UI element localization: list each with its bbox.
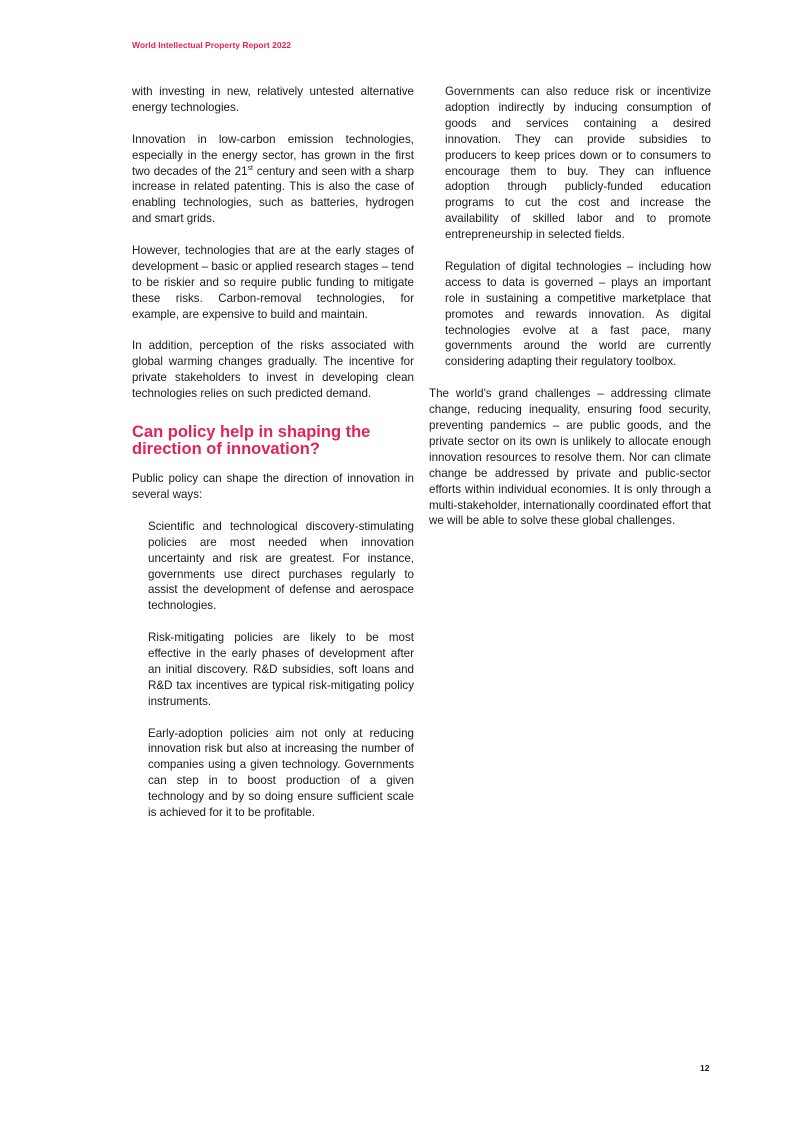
- page-number: 12: [700, 1063, 710, 1073]
- superscript: st: [247, 164, 253, 172]
- indented-paragraph: Early-adoption policies aim not only at reducing innovation risk but also at increasing the number of companies using a given technology. Governments can step in to boost production of a given technology and by so doing ensure sufficient scale is achieved for it to be profitable.: [148, 726, 414, 820]
- indented-paragraph: Regulation of digital technologies – including how access to data is governed – plays an important role in sustaining a competitive marketplace that promotes and rewards innovation. As digital technologies evolve at a fast pace, many governments around the world are currently considering adapting their regulatory toolbox.: [445, 259, 711, 369]
- paragraph: The world's grand challenges – addressing climate change, reducing inequality, ensuring food security, preventing pandemics – are public goods, and the private sector on its own is unlikely to allocate enough innovation resources to resolve them. Nor can climate change be addressed by private and public-sector efforts within individual economies. It is only through a multi-stakeholder, internationally coordinated effort that we will be able to solve these global challenges.: [429, 387, 711, 528]
- paragraph: with investing in new, relatively untested alternative energy technologies.: [132, 85, 414, 114]
- indented-paragraph: Governments can also reduce risk or incentivize adoption indirectly by inducing consumption of goods and services containing a desired innovation. They can provide subsidies to producers to keep prices down or to consumers to encourage them to buy. They can influence adoption through publicly-funded education programs to cut the cost and increase the availability of skilled labor and to promote entrepreneurship in selected fields.: [445, 85, 711, 242]
- paragraph: However, technologies that are at the early stages of development – basic or applied research stages – tend to be riskier and so require public funding to mitigate these risks. Carbon-removal technologies, for example, are expensive to build and maintain.: [132, 244, 414, 321]
- paragraph: [132, 132, 414, 227]
- paragraph: In addition, perception of the risks associated with global warming changes gradually. The incentive for private stakeholders to invest in developing clean technologies relies on such predicted demand.: [132, 339, 414, 401]
- paragraph-text: century and seen with a sharp increase in related patenting. This is also the case of enabling technologies, such as batteries, hydrogen and smart grids.: [132, 164, 414, 226]
- running-header: World Intellectual Property Report 2022: [132, 40, 292, 50]
- left-column: [132, 84, 414, 837]
- indented-paragraph: Risk-mitigating policies are likely to be most effective in the early phases of development after an initial discovery. R&D subsidies, soft loans and R&D tax incentives are typical risk-mitigating policy instruments.: [148, 631, 414, 708]
- indented-paragraph: Scientific and technological discovery-stimulating policies are most needed when innovation uncertainty and risk are greatest. For instance, governments use direct purchases regularly to assist the development of defense and aerospace technologies.: [148, 519, 414, 613]
- paragraph-text: Innovation in low-carbon emission technologies, especially in the energy sector, has grown in the first two decades of the 21: [132, 132, 414, 178]
- paragraph: Public policy can shape the direction of innovation in several ways:: [132, 472, 414, 501]
- right-column: [429, 84, 711, 545]
- section-heading: Can policy help in shaping the direction of innovation?: [132, 423, 371, 458]
